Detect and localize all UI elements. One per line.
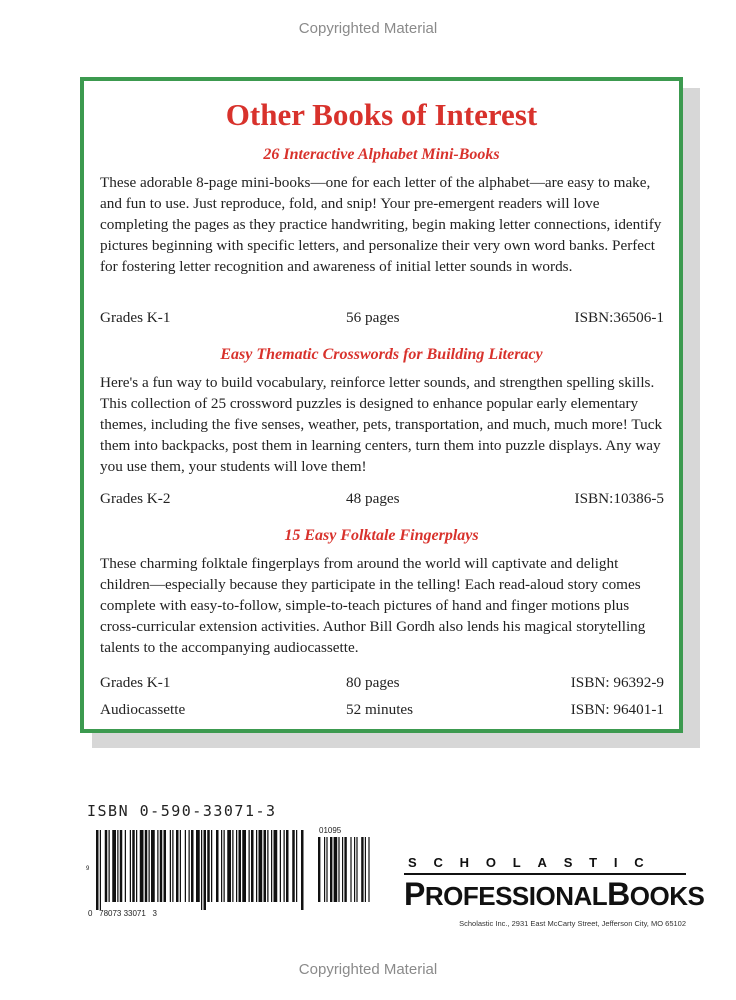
- grades-label: Grades K-1: [100, 674, 171, 691]
- barcode-bar: [256, 830, 257, 902]
- barcode-bar: [259, 830, 263, 902]
- book-title-folktale: 15 Easy Folktale Fingerplays: [284, 527, 479, 544]
- barcode-bar: [125, 830, 126, 902]
- barcode-bar: [236, 830, 237, 902]
- barcode-bar: [207, 830, 210, 902]
- barcode-bar: [109, 830, 110, 902]
- length-label: 52 minutes: [346, 701, 414, 718]
- barcode-bar: [172, 830, 173, 902]
- barcode-bar: [132, 830, 135, 902]
- barcode-bar: [164, 830, 167, 902]
- barcode-bar: [284, 830, 285, 902]
- barcode-bar: [221, 830, 222, 902]
- isbn-label: ISBN: 96401-1: [570, 701, 664, 718]
- barcode-bar: [292, 830, 295, 902]
- grades-label: Grades K-1: [100, 309, 171, 326]
- barcode-bar: [157, 830, 158, 902]
- barcode-bar: [151, 830, 155, 902]
- isbn-label: ISBN: 96392-9: [570, 674, 664, 691]
- addon-bar: [338, 837, 339, 902]
- barcode: [86, 824, 376, 920]
- addon-bar: [350, 837, 351, 902]
- barcode-bar: [271, 830, 272, 902]
- barcode-bar: [224, 830, 225, 902]
- publisher-divider: [404, 873, 686, 875]
- book-details-row: [100, 309, 664, 329]
- barcode-bar: [112, 830, 116, 902]
- book-description-folktale: These charming folktale fingerplays from around the world will captivate and delight children—especially because they participate in the telling! Each read-aloud story comes complete with easy-to-follow, simple-to-teach pictures of hand and finger motions plus cross-curricular extension activities. Author Bill Gordh also lends his magical storytelling talents to the accompanying audiocassette.: [100, 555, 646, 656]
- barcode-bar: [201, 830, 202, 910]
- barcode-bar: [140, 830, 144, 902]
- addon-bar: [368, 837, 369, 902]
- barcode-bar: [149, 830, 150, 902]
- barcode-bar: [117, 830, 118, 902]
- length-label: 48 pages: [346, 490, 400, 507]
- book-title-alphabet: 26 Interactive Alphabet Mini-Books: [263, 146, 500, 163]
- main-barcode-bars: [96, 830, 304, 910]
- book-details-row: [100, 701, 664, 721]
- barcode-bar: [145, 830, 148, 902]
- isbn-barcode-text: ISBN 0-590-33071-3: [87, 802, 277, 820]
- barcode-bar: [170, 830, 171, 902]
- barcode-bar: [249, 830, 250, 902]
- other-books-panel: [80, 77, 683, 733]
- length-label: 56 pages: [346, 309, 400, 326]
- barcode-bar: [204, 830, 207, 910]
- addon-barcode-bars: [318, 837, 370, 902]
- barcode-bar: [120, 830, 123, 902]
- addon-bar: [365, 837, 366, 902]
- barcode-bar: [196, 830, 200, 902]
- panel-title: Other Books of Interest: [225, 97, 538, 132]
- barcode-bar: [251, 830, 254, 902]
- barcode-bar: [96, 830, 99, 910]
- addon-bar: [324, 837, 325, 902]
- addon-digits: 01095: [319, 826, 342, 835]
- barcode-bar: [189, 830, 190, 902]
- barcode-bar: [280, 830, 281, 902]
- barcode-bar: [191, 830, 194, 902]
- addon-bar: [356, 837, 357, 902]
- barcode-bar: [301, 830, 304, 910]
- book-details-row: [100, 490, 664, 510]
- barcode-bar: [211, 830, 212, 902]
- watermark-top: Copyrighted Material: [298, 20, 438, 37]
- addon-bar: [330, 837, 332, 902]
- addon-bar: [326, 837, 327, 902]
- barcode-bar: [296, 830, 297, 902]
- addon-bar: [318, 837, 320, 902]
- addon-bar: [361, 837, 363, 902]
- barcode-bar: [160, 830, 163, 902]
- barcode-bar: [239, 830, 242, 902]
- publisher-name: SCHOLASTIC: [408, 855, 661, 870]
- barcode-bar: [227, 830, 231, 902]
- barcode-bar: [130, 830, 131, 902]
- barcode-bar: [105, 830, 108, 902]
- format-label: Audiocassette: [100, 701, 186, 718]
- book-title-crosswords: Easy Thematic Crosswords for Building Literacy: [220, 346, 543, 363]
- publisher-address: Scholastic Inc., 2931 East McCarty Street, Jefferson City, MO 65102: [459, 919, 686, 928]
- watermark-bottom: Copyrighted Material: [298, 961, 438, 978]
- barcode-bar: [267, 830, 268, 902]
- barcode-side-digit: 9: [86, 866, 90, 872]
- publisher-imprint: PROFESSIONALBOOKS: [404, 876, 705, 912]
- book-description-alphabet: These adorable 8-page mini-books—one for each letter of the alphabet—are easy to make, and fun to use. Just reproduce, fold, and snip! Your pre-emergent readers will love completing the pages as they practice handwriting, begin making letter connections, identify pictures beginning with specific letters, and personalize their very own word banks. Perfect for fostering letter recognition and awareness of initial letter sounds in words.: [100, 174, 662, 275]
- addon-bar: [342, 837, 343, 902]
- length-label: 80 pages: [346, 674, 400, 691]
- barcode-bar: [100, 830, 101, 910]
- isbn-label: ISBN:36506-1: [574, 309, 664, 326]
- barcode-digits: 0 78073 33071 3: [88, 909, 157, 918]
- book-description-crosswords: Here's a fun way to build vocabulary, reinforce letter sounds, and strengthen spelling skills. This collection of 25 crossword puzzles is designed to enhance popular early elementary themes, including the five senses, weather, pets, transportation, and much, much more! Tuck them into backpacks, post them in learning centers, turn them into puzzle displays. Any way you use them, your students will love them!: [100, 374, 663, 475]
- barcode-bar: [274, 830, 278, 902]
- book-details-row: [100, 674, 664, 694]
- barcode-bar: [176, 830, 179, 902]
- barcode-bar: [136, 830, 137, 902]
- barcode-bar: [185, 830, 186, 902]
- barcode-bar: [242, 830, 246, 902]
- addon-bar: [344, 837, 346, 902]
- grades-label: Grades K-2: [100, 490, 171, 507]
- barcode-bar: [232, 830, 233, 902]
- barcode-bar: [264, 830, 267, 902]
- barcode-bar: [216, 830, 219, 902]
- barcode-bar: [180, 830, 181, 902]
- addon-bar: [354, 837, 355, 902]
- addon-bar: [334, 837, 338, 902]
- isbn-label: ISBN:10386-5: [574, 490, 664, 507]
- barcode-bar: [286, 830, 289, 902]
